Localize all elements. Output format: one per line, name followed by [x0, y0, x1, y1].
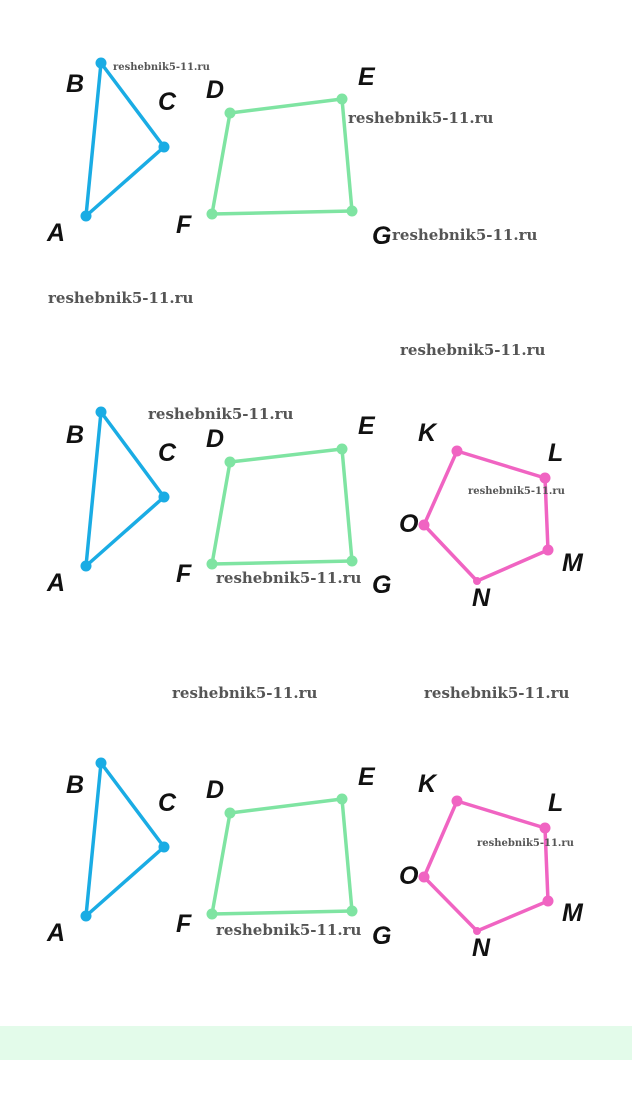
- pentagon-klmno: [424, 451, 548, 581]
- watermark: reshebnik5-11.ru: [216, 921, 362, 939]
- label-d: D: [206, 776, 225, 804]
- label-f: F: [176, 211, 192, 239]
- vertex-m: [543, 896, 554, 907]
- vertex-m: [543, 545, 554, 556]
- label-c: C: [158, 789, 177, 817]
- vertex-c: [159, 492, 170, 503]
- vertex-f: [207, 909, 218, 920]
- triangle-abc: [86, 763, 164, 916]
- label-e: E: [358, 763, 375, 791]
- label-e: E: [358, 412, 375, 440]
- label-d: D: [206, 425, 225, 453]
- vertex-k: [452, 446, 463, 457]
- label-g: G: [372, 571, 392, 599]
- vertex-g: [347, 556, 358, 567]
- label-d: D: [206, 76, 225, 104]
- vertex-a: [81, 211, 92, 222]
- figure-1: [46, 58, 391, 251]
- triangle-abc: [86, 63, 164, 216]
- label-b: B: [66, 421, 85, 449]
- watermark: reshebnik5-11.ru: [477, 838, 574, 849]
- label-g: G: [372, 222, 392, 250]
- vertex-e: [337, 94, 348, 105]
- vertex-e: [337, 794, 348, 805]
- watermark: reshebnik5-11.ru: [392, 226, 538, 244]
- vertex-k: [452, 796, 463, 807]
- vertex-e: [337, 444, 348, 455]
- label-a: A: [47, 919, 66, 947]
- label-l: L: [548, 439, 564, 467]
- vertex-d: [225, 457, 236, 468]
- bottom-band: [0, 1026, 632, 1060]
- watermark: reshebnik5-11.ru: [48, 289, 194, 307]
- pentagon-klmno: [424, 801, 548, 931]
- triangle-abc: [86, 412, 164, 566]
- label-k: K: [418, 770, 437, 798]
- vertex-f: [207, 209, 218, 220]
- watermark: reshebnik5-11.ru: [400, 341, 546, 359]
- label-c: C: [158, 88, 177, 116]
- label-f: F: [176, 910, 192, 938]
- watermark: reshebnik5-11.ru: [348, 109, 494, 127]
- vertex-a: [81, 911, 92, 922]
- vertex-b: [96, 758, 107, 769]
- label-m: M: [562, 549, 583, 577]
- vertex-f: [207, 559, 218, 570]
- watermark: reshebnik5-11.ru: [216, 569, 362, 587]
- label-f: F: [176, 560, 192, 588]
- label-c: C: [158, 439, 177, 467]
- vertex-d: [225, 808, 236, 819]
- label-o: O: [399, 862, 419, 890]
- label-l: L: [548, 789, 564, 817]
- watermark: reshebnik5-11.ru: [424, 684, 570, 702]
- vertex-b: [96, 407, 107, 418]
- vertex-g: [347, 206, 358, 217]
- label-a: A: [47, 569, 66, 597]
- label-a: A: [47, 219, 66, 247]
- vertex-o: [419, 520, 430, 531]
- watermark: reshebnik5-11.ru: [113, 62, 210, 73]
- label-o: O: [399, 510, 419, 538]
- vertex-c: [159, 842, 170, 853]
- watermark: reshebnik5-11.ru: [172, 684, 318, 702]
- label-k: K: [418, 419, 437, 447]
- vertex-l: [540, 473, 551, 484]
- vertex-l: [540, 823, 551, 834]
- vertex-b: [96, 58, 107, 69]
- vertex-c: [159, 142, 170, 153]
- label-m: M: [562, 899, 583, 927]
- watermarks: [48, 62, 574, 939]
- watermark: reshebnik5-11.ru: [468, 486, 565, 497]
- label-e: E: [358, 63, 375, 91]
- label-b: B: [66, 70, 85, 98]
- vertex-g: [347, 906, 358, 917]
- vertex-o: [419, 872, 430, 883]
- label-g: G: [372, 922, 392, 950]
- vertex-a: [81, 561, 92, 572]
- label-n: N: [472, 934, 491, 962]
- label-n: N: [472, 584, 491, 612]
- vertex-d: [225, 108, 236, 119]
- label-b: B: [66, 771, 85, 799]
- watermark: reshebnik5-11.ru: [148, 405, 294, 423]
